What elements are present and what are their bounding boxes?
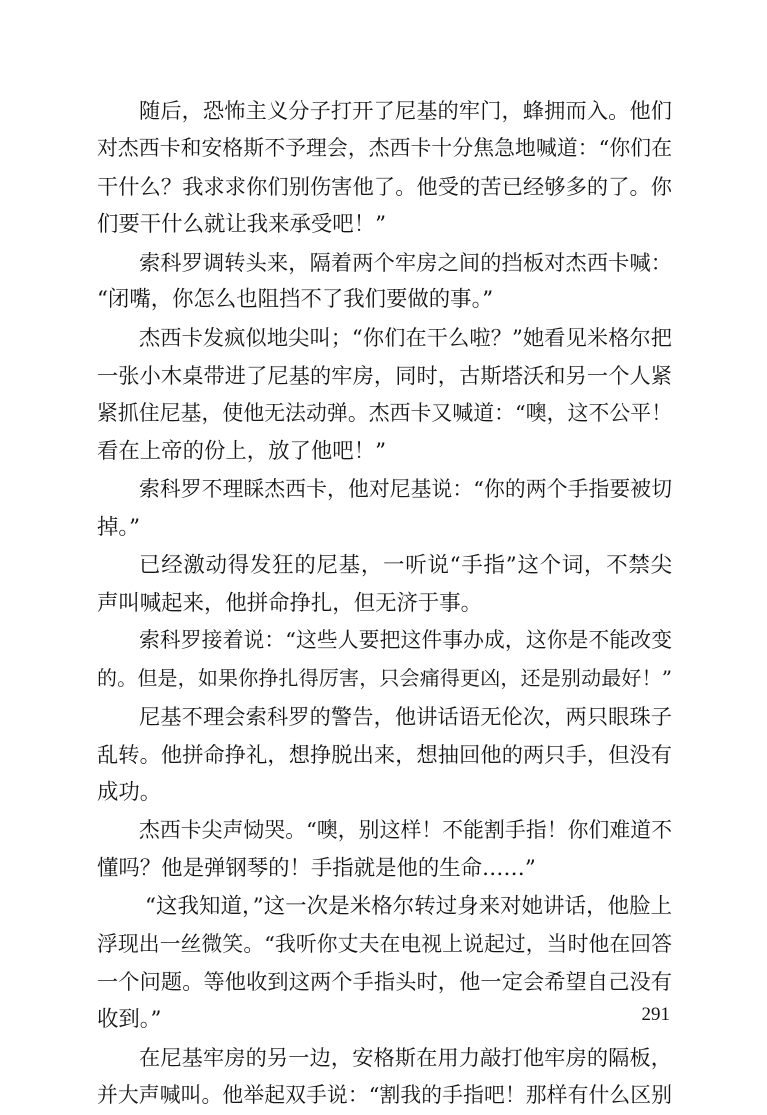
text-line: 声叫喊起来，他拼命挣扎，但无济于事。: [97, 590, 483, 616]
text-line: “这我知道，”这一次是米格尔转过身来对她讲话，他脸上: [145, 893, 672, 919]
text-line: 干什么？我求求你们别伤害他了。他受的苦已经够多的了。你: [97, 173, 672, 199]
text-line: 索科罗接着说：“这些人要把这件事办成，这你是不能改变: [139, 628, 672, 653]
text-line: 收到。”: [97, 1007, 162, 1033]
text-line: 并大声喊叫。他举起双手说：“割我的手指吧！那样有什么区别: [97, 1083, 672, 1108]
text-line: 杰西卡发疯似地尖叫；“你们在干么啦？”她看见米格尔把: [139, 325, 672, 351]
text-line: 紧抓住尼基，使他无法动弹。杰西卡又喊道：“噢，这不公平！: [97, 401, 672, 426]
text-line: 们要干什么就让我来承受吧！”: [97, 211, 387, 237]
text-line: 一张小木桌带进了尼基的牢房，同时，古斯塔沃和另一个人紧: [97, 363, 672, 389]
text-line: 看在上帝的份上，放了他吧！”: [97, 439, 387, 465]
text-line: 杰西卡尖声恸哭。“噢，别这样！不能割手指！你们难道不: [139, 817, 672, 842]
text-line: 对杰西卡和安格斯不予理会，杰西卡十分焦急地喊道：“你们在: [97, 135, 672, 160]
text-line: 乱转。他拼命挣礼，想挣脱出来，想抽回他的两只手，但没有: [97, 742, 672, 768]
text-line: 浮现出一丝微笑。“我听你丈夫在电视上说起过，当时他在回答: [97, 931, 672, 956]
text-line: 索科罗不理睬杰西卡，他对尼基说：“你的两个手指要被切: [139, 476, 672, 501]
text-line: 懂吗？他是弹钢琴的！手指就是他的生命……”: [97, 855, 536, 881]
text-line: 随后，恐怖主义分子打开了尼基的牢门，蜂拥而入。他们: [139, 98, 672, 123]
text-line: 已经激动得发狂的尼基，一听说“手指”这个词，不禁尖: [139, 552, 672, 578]
text-line: 的。但是，如果你挣扎得厉害，只会痛得更凶，还是别动最好！”: [97, 666, 672, 691]
text-line: 索科罗调转头来，隔着两个牢房之间的挡板对杰西卡喊：: [139, 249, 672, 275]
body-text: [97, 92, 672, 1115]
text-line: 尼基不理会索科罗的警告，他讲话语无伦次，两只眼珠子: [139, 704, 672, 730]
page-number: 291: [641, 1004, 670, 1025]
text-line: 成功。: [97, 780, 162, 806]
text-line: “闭嘴，你怎么也阻挡不了我们要做的事。”: [97, 287, 494, 313]
text-line: 一个问题。等他收到这两个手指头时，他一定会希望自己没有: [97, 969, 672, 995]
text-line: 在尼基牢房的另一边，安格斯在用力敲打他牢房的隔板，: [139, 1045, 672, 1071]
text-line: 掉。”: [97, 514, 141, 540]
